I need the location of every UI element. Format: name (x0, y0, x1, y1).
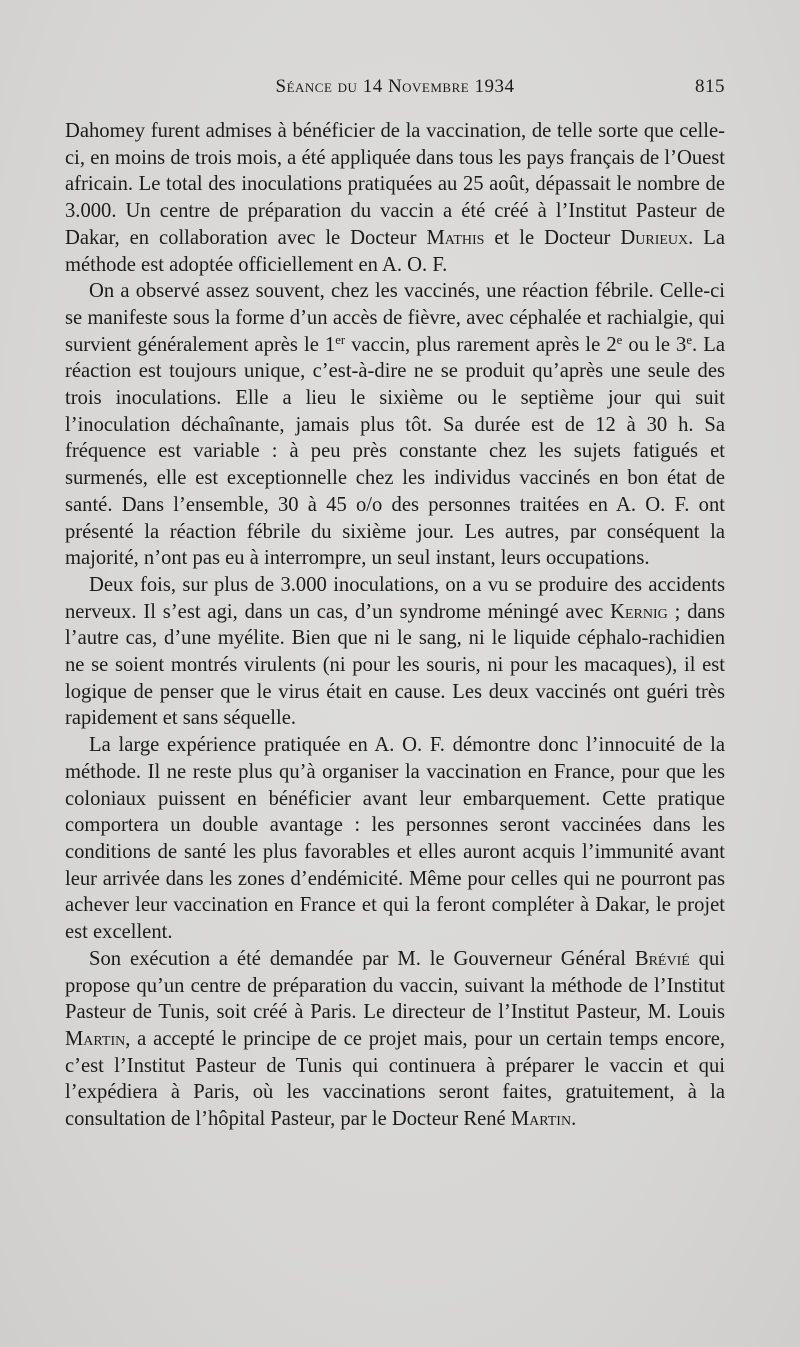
superscript: e (686, 332, 693, 347)
page-header (65, 76, 725, 106)
proper-name: Martin (510, 1108, 572, 1131)
text-run: et le Docteur (484, 226, 621, 249)
paragraph-1 (65, 118, 725, 278)
paragraph-3 (65, 572, 725, 732)
running-title: Séance du 14 Novembre 1934 (275, 76, 515, 97)
paragraph-2 (65, 278, 725, 572)
text-run: Son exécution a été demandée par M. le Gouverneur Général (89, 947, 635, 970)
text-run: qui propose qu’un centre de préparation du vaccin, suivant la méthode de l’Institut Pasteur de Tunis, soit créé à Paris. Le directeur de l’Institut Pasteur, M. Louis (65, 947, 725, 1024)
text-run: vaccin, plus rarement après le 2 (345, 333, 617, 356)
proper-name: Durieux (620, 226, 689, 249)
superscript: er (335, 332, 346, 347)
text-run: Dahomey furent admises à bénéficier de la vaccination, de telle sorte que celle-ci, en moins de trois mois, a été appliquée dans tous les pays français de l’Ouest africain. Le total des inoculations pratiquées au 25 août, dépassait le nombre de 3.000. Un centre de préparation du vaccin a été créé à l’Institut Pasteur de Dakar, en collaboration avec le Docteur (65, 120, 725, 249)
paragraph-4 (65, 732, 725, 946)
page-number: 815 (695, 76, 725, 97)
proper-name: Kernig (610, 600, 668, 623)
proper-name: Martin (65, 1027, 126, 1050)
text-run: . La réaction est toujours unique, c’est-à-dire ne se produit qu’après une seule des trois inoculations. Elle a lieu le sixième ou le septième jour qui suit l’inoculation déchaînante, jamais plus tôt. Sa durée est de 12 à 30 h. Sa fréquence est variable : à peu près constante chez les sujets fatigués et surmenés, elle est exceptionnelle chez les individus vaccinés en bon état de santé. Dans l’ensemble, 30 à 45 o/o des personnes traitées en A. O. F. ont présenté la réaction fébrile du sixième jour. Les autres, par conséquent la majorité, n’ont pas eu à interrompre, un seul instant, leurs occupations. (65, 333, 725, 570)
superscript: e (616, 332, 623, 347)
text-run: La large expérience pratiquée en A. O. F. démontre donc l’innocuité de la méthode. Il ne reste plus qu’à organiser la vaccination en France, pour que les coloniaux puissent en bénéficier avant leur embarquement. Cette pratique comportera un double avantage : les personnes seront vaccinées dans les conditions de santé les plus favorables et elles auront acquis l’immunité avant leur arrivée dans les zones d’endémicité. Même pour celles qui ne pourront pas achever leur vaccination en France et qui la feront compléter à Dakar, le projet est excellent. (65, 734, 725, 944)
text-run: . (571, 1108, 577, 1131)
text-run: On a observé assez souvent, chez les vaccinés, une réaction fébrile. Celle-ci se manifeste sous la forme d’un accès de fièvre, avec céphalée et rachialgie, qui survient généralement après le 1 (65, 280, 725, 356)
text-run: . La méthode est adoptée officiellement en A. O. F. (65, 226, 725, 276)
body-text (65, 118, 725, 1133)
proper-name: Mathis (426, 226, 485, 249)
proper-name: Brévié (634, 947, 690, 970)
text-run: ou le 3 (622, 333, 687, 356)
text-run: Deux fois, sur plus de 3.000 inoculations, on a vu se produire des accidents nerveux. Il s’est agi, dans un cas, d’un syndrome méningé avec (65, 573, 725, 623)
paragraph-5 (65, 946, 725, 1133)
text-run: , a accepté le principe de ce projet mais, pour un certain temps encore, c’est l’Institut Pasteur de Tunis qui continuera à préparer le vaccin et qui l’expédiera à Paris, où les vaccinations seront faites, gratuitement, à la consultation de l’hôpital Pasteur, par le Docteur René (65, 1027, 725, 1131)
text-run: ; dans l’autre cas, d’une myélite. Bien que ni le sang, ni le liquide céphalo-rachidien ne se soient montrés virulents (ni pour les souris, ni pour les macaques), il est logique de penser que le virus était en cause. Les deux vaccinés ont guéri très rapidement et sans séquelle. (65, 600, 725, 730)
